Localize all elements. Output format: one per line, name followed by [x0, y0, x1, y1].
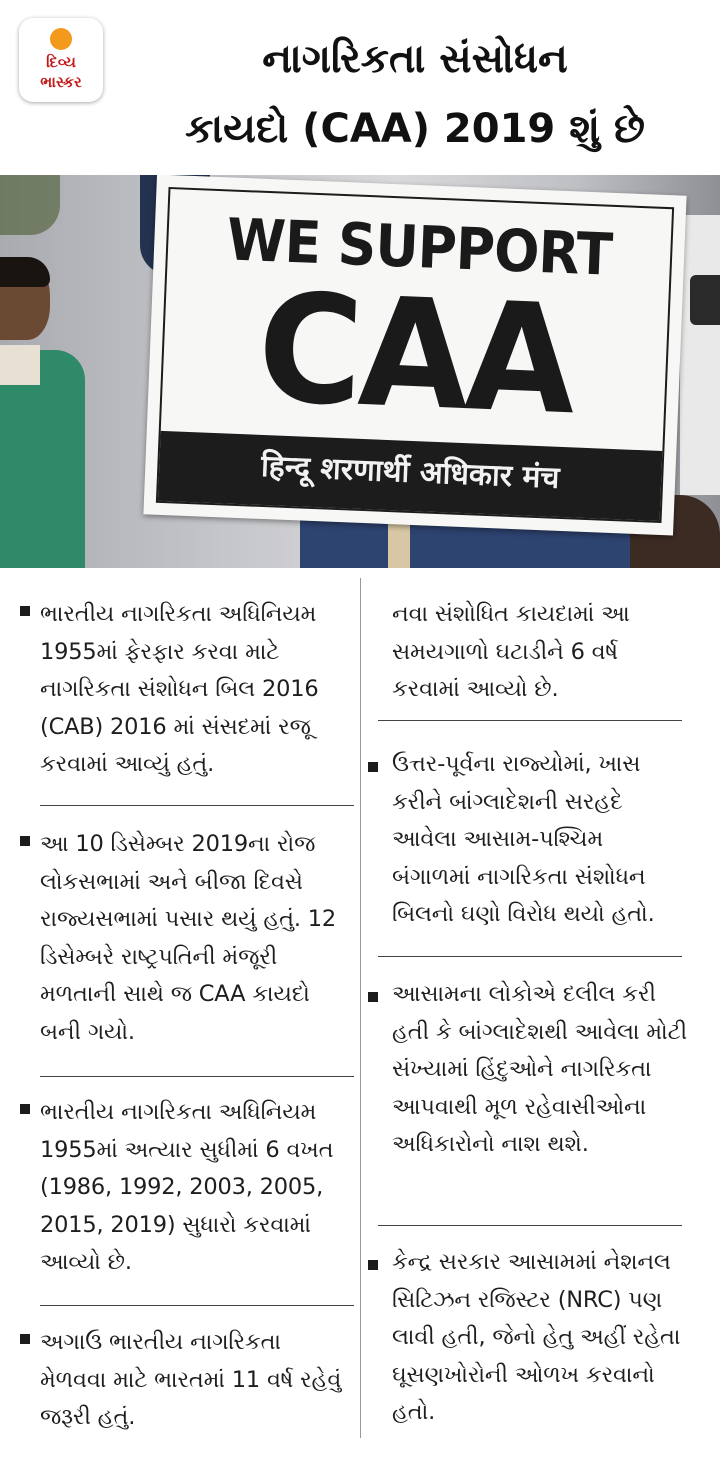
bullet-icon — [368, 762, 378, 772]
sun-icon — [50, 28, 72, 50]
divider — [40, 1305, 354, 1306]
divider — [378, 956, 682, 957]
divider — [378, 1225, 682, 1226]
divya-bhaskar-logo[interactable] — [19, 18, 103, 102]
background-banner-text — [690, 275, 720, 325]
page-title — [120, 24, 710, 164]
bullet-icon — [20, 606, 30, 616]
title-line-2: કાયદો (CAA) 2019 શું છે — [185, 106, 645, 152]
background-banner — [680, 215, 720, 495]
header — [0, 0, 720, 175]
list-item-text: નવા સંશોધિત કાયદામાં આ સમયગાળો ઘટાડીને 6 વર્ષ કરવામાં આવ્યો છે. — [392, 601, 630, 702]
bullet-icon — [20, 1334, 30, 1344]
tree-foliage — [0, 175, 60, 235]
logo-line-1: દિવ્ય — [46, 53, 76, 71]
list-item-text: ભારતીય નાગરિકતા અધિનિયમ 1955માં ફેરફાર કરવા માટે નાગરિકતા સંશોધન બિલ 2016 (CAB) 2016 માં સંસદમાં રજૂ કરવામાં આવ્યું હતું. — [40, 601, 319, 777]
logo-line-2: ભાસ્કર — [40, 73, 82, 91]
list-item-text: આસામના લોકોએ દલીલ કરી હતી કે બાંગ્લાદેશથી આવેલા મોટી સંખ્યામાં હિંદુઓને નાગરિકતા આપવાથી મૂળ રહેવાસીઓના અધિકારોનો નાશ થશે. — [392, 981, 687, 1157]
bullet-icon — [368, 1260, 378, 1270]
list-item-text: આ 10 ડિસેમ્બર 2019ના રોજ લોકસભામાં અને બીજા દિવસે રાજ્યસભામાં પસાર થયું હતું. 12 ડિસેમ્બરે રાષ્ટ્રપતિની મંજૂરી મળતાની સાથે જ CAA કાયદો બની ગયો. — [40, 831, 337, 1045]
protest-photo — [0, 175, 720, 568]
column-divider — [360, 578, 361, 1438]
list-item-text: ભારતીય નાગરિકતા અધિનિયમ 1955માં અત્યાર સુધીમાં 6 વખત (1986, 1992, 2003, 2005, 2015, 2019) સુધારો કરવામાં આવ્યો છે. — [40, 1099, 334, 1275]
bullet-icon — [20, 836, 30, 846]
placard-line-2: CAA — [254, 261, 576, 449]
protester-left — [0, 245, 80, 568]
list-item-text: અગાઉ ભારતીય નાગરિકતા મેળવવા માટે ભારતમાં 11 વર્ષ રહેવું જરૂરી હતું. — [40, 1329, 342, 1430]
list-item-text: કેન્દ્ર સરકાર આસામમાં નેશનલ સિટિઝન રજિસ્ટર (NRC) પણ લાવી હતી, જેનો હેતુ અહીં રહેતા ઘૂસણખોરોની ઓળખ કરવાનો હતો. — [392, 1249, 681, 1425]
list-item-text: ઉત્તર-પૂર્વના રાજ્યોમાં, ખાસ કરીને બાંગ્લાદેશની સરહદે આવેલા આસામ-પશ્ચિમ બંગાળમાં નાગરિકતા સંશોધન બિલનો ઘણો વિરોધ થયો હતો. — [392, 751, 655, 927]
placard-line-1: WE SUPPORT — [225, 205, 614, 289]
divider — [378, 720, 682, 721]
bullet-icon — [368, 992, 378, 1002]
divider — [40, 1076, 354, 1077]
placard — [143, 175, 686, 535]
divider — [40, 805, 354, 806]
bullet-icon — [20, 1104, 30, 1114]
title-line-1: નાગરિકતા સંસોધન — [262, 36, 568, 82]
article-body — [0, 568, 720, 1457]
placard-band-text: हिन्दू शरणार्थी अधिकार मंच — [260, 448, 561, 496]
